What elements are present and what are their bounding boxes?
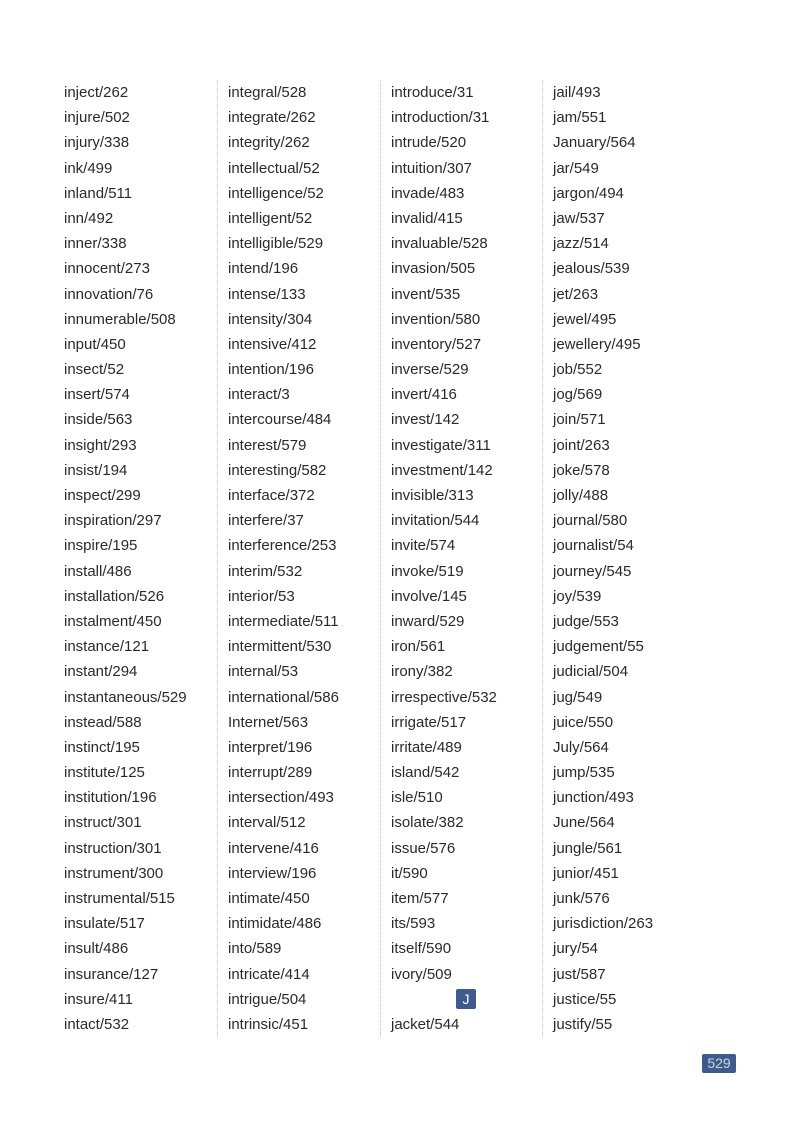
- index-entry: jam/551: [553, 109, 607, 127]
- index-entry: jaw/537: [553, 209, 605, 227]
- index-entry: instantaneous/529: [64, 688, 187, 706]
- index-entry: inspiration/297: [64, 512, 162, 530]
- index-entry: jewellery/495: [553, 335, 641, 353]
- index-entry: inn/492: [64, 209, 114, 227]
- index-entry: investment/142: [391, 461, 493, 479]
- index-entry: interior/53: [228, 587, 295, 605]
- index-entry: ivory/509: [391, 965, 452, 983]
- index-entry: just/587: [553, 965, 606, 983]
- index-entry: irrigate/517: [391, 713, 467, 731]
- index-entry: interesting/582: [228, 461, 327, 479]
- index-entry: intrigue/504: [228, 990, 307, 1008]
- index-entry: instrumental/515: [64, 890, 175, 907]
- index-entry: journey/545: [553, 562, 632, 580]
- section-letter-row: [391, 987, 541, 1012]
- index-entry: inspect/299: [64, 487, 141, 504]
- index-entry: jury/54: [553, 940, 599, 958]
- index-entry: intervene/416: [228, 839, 319, 857]
- index-entry: intelligence/52: [228, 184, 324, 202]
- index-entry: instruction/301: [64, 839, 162, 857]
- index-entry: interference/253: [228, 537, 337, 555]
- index-entry: invitation/544: [391, 512, 480, 530]
- index-entry: invention/580: [391, 310, 481, 328]
- index-entry: insect/52: [64, 361, 125, 379]
- index-entry: intercourse/484: [228, 411, 332, 429]
- index-entry: iron/561: [391, 638, 446, 656]
- index-entry: invisible/313: [391, 487, 474, 504]
- index-entry: jet/263: [553, 285, 599, 303]
- index-entry: inspire/195: [64, 537, 138, 555]
- index-entry: invasion/505: [391, 260, 476, 278]
- index-column-1: [64, 80, 214, 1037]
- index-entry: install/486: [64, 562, 132, 580]
- index-entry: insist/194: [64, 461, 128, 479]
- index-entry: isolate/382: [391, 814, 464, 832]
- index-entry: integrate/262: [228, 109, 316, 127]
- index-entry: inventory/527: [391, 335, 482, 353]
- index-entry: irrespective/532: [391, 688, 497, 706]
- index-entry: judicial/504: [553, 663, 629, 681]
- index-entry: invoke/519: [391, 562, 464, 580]
- index-entry: intuition/307: [391, 159, 472, 177]
- index-entry: inland/511: [64, 184, 133, 202]
- index-entry: institute/125: [64, 764, 145, 782]
- index-entry: intimidate/486: [228, 915, 322, 933]
- index-entry: interim/532: [228, 562, 303, 580]
- index-entry: June/564: [553, 814, 615, 832]
- index-entry: jargon/494: [553, 184, 624, 202]
- index-entry: intensive/412: [228, 335, 317, 353]
- index-entry: issue/576: [391, 839, 456, 857]
- index-entry: invite/574: [391, 537, 456, 555]
- index-entry: intention/196: [228, 361, 314, 379]
- index-entry: insulate/517: [64, 915, 145, 933]
- index-entry: intensity/304: [228, 310, 313, 328]
- index-entry: inverse/529: [391, 361, 469, 379]
- index-entry: jealous/539: [553, 260, 630, 278]
- index-entry: investigate/311: [391, 436, 491, 454]
- index-column-4: [542, 80, 703, 1037]
- index-entry: jurisdiction/263: [553, 915, 654, 933]
- index-entry: intelligible/529: [228, 235, 324, 253]
- index-entry: joint/263: [553, 436, 610, 454]
- index-entry: international/586: [228, 688, 339, 706]
- index-column-3: [380, 80, 541, 1037]
- index-entry: intricate/414: [228, 965, 310, 983]
- index-entry: joy/539: [553, 587, 602, 605]
- index-entry: jewel/495: [553, 310, 617, 328]
- index-entry: inject/262: [64, 84, 129, 101]
- index-entry: jar/549: [553, 159, 599, 177]
- index-entry: jacket/544: [391, 1015, 460, 1033]
- index-entry: introduce/31: [391, 84, 474, 101]
- index-entry: ink/499: [64, 159, 113, 177]
- index-entry: itself/590: [391, 940, 452, 958]
- index-entry: Internet/563: [228, 713, 309, 731]
- index-entry: invaluable/528: [391, 235, 488, 253]
- index-entry: journalist/54: [553, 537, 634, 555]
- index-entry: invalid/415: [391, 209, 463, 227]
- index-entry: island/542: [391, 764, 460, 782]
- index-entry: intersection/493: [228, 789, 334, 807]
- index-entry: jog/569: [553, 386, 603, 404]
- index-entry: innocent/273: [64, 260, 150, 278]
- index-entry: institution/196: [64, 789, 157, 807]
- index-entry: join/571: [553, 411, 606, 429]
- index-entry: isle/510: [391, 789, 443, 807]
- index-entry: intact/532: [64, 1015, 130, 1033]
- index-entry: justice/55: [553, 990, 617, 1008]
- index-entry: interrupt/289: [228, 764, 313, 782]
- index-entry: interact/3: [228, 386, 290, 404]
- index-entry: internal/53: [228, 663, 299, 681]
- index-entry: intrinsic/451: [228, 1015, 309, 1033]
- index-entry: insert/574: [64, 386, 130, 404]
- index-entry: injure/502: [64, 109, 130, 127]
- index-entry: insight/293: [64, 436, 137, 454]
- index-entry: January/564: [553, 134, 636, 152]
- section-letter-badge: J: [456, 989, 476, 1009]
- index-entry: intermittent/530: [228, 638, 332, 656]
- index-entry: instant/294: [64, 663, 138, 681]
- index-entry: jungle/561: [553, 839, 623, 857]
- index-entry: intelligent/52: [228, 209, 313, 227]
- index-entry: instinct/195: [64, 738, 140, 756]
- index-entry: intend/196: [228, 260, 299, 278]
- index-entry: interval/512: [228, 814, 306, 832]
- index-entry: insure/411: [64, 990, 133, 1008]
- index-entry: insult/486: [64, 940, 129, 958]
- index-entry: instruct/301: [64, 814, 142, 832]
- page-number: 529: [702, 1054, 736, 1073]
- index-entry: jolly/488: [553, 487, 609, 504]
- index-entry: junction/493: [553, 789, 634, 807]
- index-entry: job/552: [553, 361, 603, 379]
- index-entry: involve/145: [391, 587, 467, 605]
- index-entry: interest/579: [228, 436, 307, 454]
- index-entry: intrude/520: [391, 134, 467, 152]
- index-entry: item/577: [391, 890, 449, 907]
- index-entry: jail/493: [553, 84, 601, 101]
- index-entry: introduction/31: [391, 109, 490, 127]
- index-entry: July/564: [553, 738, 609, 756]
- index-entry: invert/416: [391, 386, 457, 404]
- index-entry: installation/526: [64, 587, 165, 605]
- index-entry: invent/535: [391, 285, 461, 303]
- index-entry: innumerable/508: [64, 310, 176, 328]
- index-entry: jazz/514: [553, 235, 609, 253]
- index-entry: judgement/55: [553, 638, 644, 656]
- index-entry: insurance/127: [64, 965, 159, 983]
- index-entry: interpret/196: [228, 738, 313, 756]
- index-entry: it/590: [391, 864, 428, 882]
- index-entry: juice/550: [553, 713, 614, 731]
- index-entry: integrity/262: [228, 134, 310, 152]
- index-entry: inside/563: [64, 411, 133, 429]
- index-entry: junk/576: [553, 890, 610, 907]
- index-entry: interfere/37: [228, 512, 304, 530]
- index-entry: jug/549: [553, 688, 603, 706]
- index-entry: intellectual/52: [228, 159, 320, 177]
- index-column-2: [217, 80, 378, 1037]
- index-entry: judge/553: [553, 612, 619, 630]
- index-entry: joke/578: [553, 461, 610, 479]
- index-entry: junior/451: [553, 864, 619, 882]
- index-entry: instalment/450: [64, 612, 162, 630]
- index-entry: instead/588: [64, 713, 142, 731]
- index-entry: into/589: [228, 940, 282, 958]
- index-entry: its/593: [391, 915, 436, 933]
- index-entry: journal/580: [553, 512, 628, 530]
- index-entry: irony/382: [391, 663, 453, 681]
- index-entry: jump/535: [553, 764, 615, 782]
- index-entry: intimate/450: [228, 890, 310, 907]
- index-entry: intense/133: [228, 285, 306, 303]
- index-entry: innovation/76: [64, 285, 154, 303]
- index-entry: interview/196: [228, 864, 317, 882]
- index-entry: interface/372: [228, 487, 315, 504]
- index-entry: instrument/300: [64, 864, 164, 882]
- index-entry: inward/529: [391, 612, 465, 630]
- index-entry: invade/483: [391, 184, 465, 202]
- index-entry: intermediate/511: [228, 612, 339, 630]
- index-entry: injury/338: [64, 134, 130, 152]
- index-entry: integral/528: [228, 84, 307, 101]
- index-entry: inner/338: [64, 235, 127, 253]
- index-entry: justify/55: [553, 1015, 613, 1033]
- index-entry: input/450: [64, 335, 126, 353]
- index-entry: instance/121: [64, 638, 150, 656]
- index-entry: invest/142: [391, 411, 460, 429]
- index-entry: irritate/489: [391, 738, 462, 756]
